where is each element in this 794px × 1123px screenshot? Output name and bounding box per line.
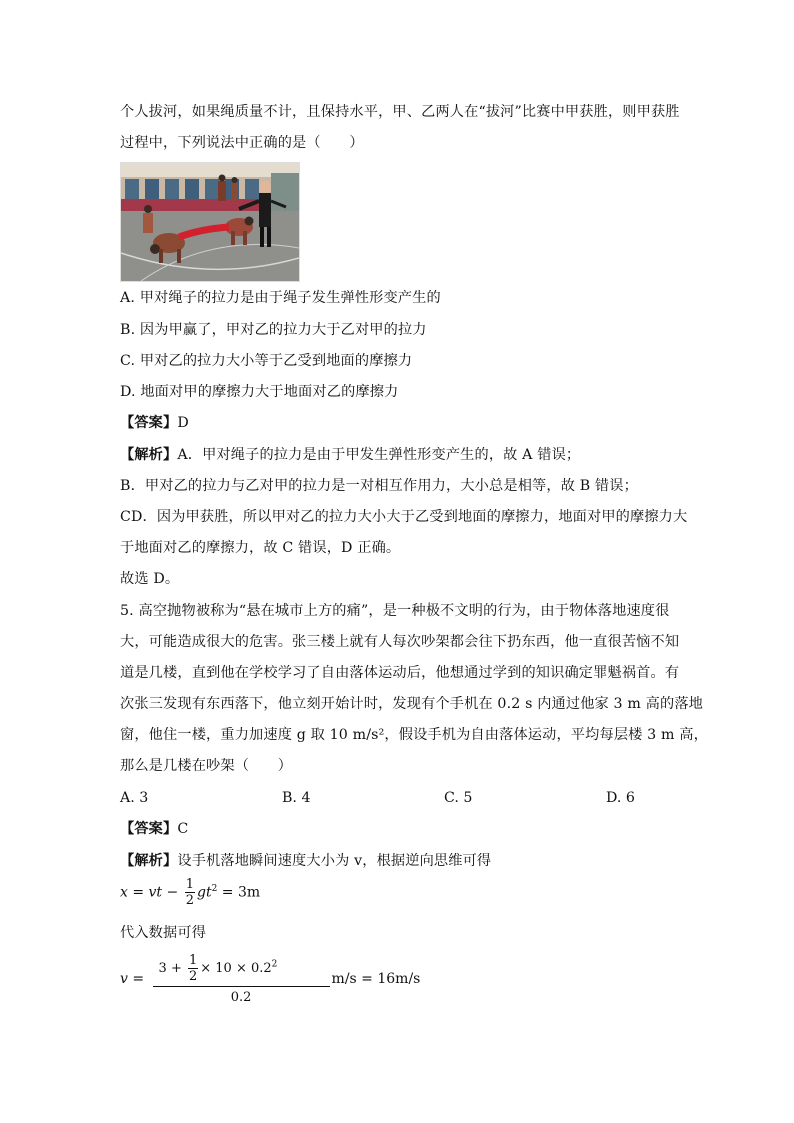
eq1-frac-num: 1 xyxy=(185,877,194,892)
q5-choice-d: D. 6 xyxy=(606,790,635,806)
eq1-frac-den: 2 xyxy=(185,893,194,908)
q4-analysis-text-1: A．甲对绳子的拉力是由于甲发生弹性形变产生的，故 A 错误； xyxy=(177,447,581,463)
tug-of-war-photo xyxy=(120,162,300,282)
eq2-main-fraction xyxy=(153,953,330,1005)
q4-analysis-line-2: B．甲对乙的拉力与乙对甲的拉力是一对相互作用力，大小总是相等，故 B 错误； xyxy=(120,478,638,494)
q5-analysis-text-1: 设手机落地瞬间速度大小为 v，根据逆向思维可得 xyxy=(177,853,492,869)
q4-analysis-line-1 xyxy=(120,445,580,465)
q4-conclusion: 故选 D。 xyxy=(120,571,180,587)
q4-stem-line-1: 个人拔河，如果绳质量不计，且保持水平，甲、乙两人在“拔河”比赛中甲获胜，则甲获胜 xyxy=(120,104,680,120)
eq2-num-frac-num: 1 xyxy=(188,953,198,968)
q4-analysis-label: 【解析】 xyxy=(120,447,178,463)
q4-analysis-line-4: 于地面对乙的摩擦力，故 C 错误，D 正确。 xyxy=(120,540,401,556)
q5-choice-c: C. 5 xyxy=(444,790,473,806)
q5-analysis-label: 【解析】 xyxy=(120,853,178,869)
q5-answer-value: C xyxy=(177,821,189,837)
q4-analysis-line-3: CD．因为甲获胜，所以甲对乙的拉力大小大于乙受到地面的摩擦力，地面对甲的摩擦力大 xyxy=(120,509,688,525)
eq1-rhs-var: gt xyxy=(196,884,212,901)
eq2-num-b: × 10 × 0.2 xyxy=(200,961,272,976)
q5-stem-line-4: 次张三发现有东西落下，他立刻开始计时，发现有个手机在 0.2 s 内通过他家 3 m 高的落地 xyxy=(120,696,703,712)
q4-answer-value: D xyxy=(177,415,189,431)
eq2-num-frac-den: 2 xyxy=(188,969,198,984)
q5-stem-line-2: 大，可能造成很大的危害。张三楼上就有人每次吵架都会往下扔东西，他一直很苦恼不知 xyxy=(120,634,680,650)
eq2-numerator xyxy=(153,953,330,987)
q5-analysis-line-1 xyxy=(120,851,491,871)
q5-stem-line-3: 道是几楼，直到他在学校学习了自由落体运动后，他想通过学到的知识确定罪魁祸首。有 xyxy=(120,665,680,681)
eq2-num-fraction xyxy=(188,953,198,984)
eq1-result: = 3m xyxy=(217,884,261,901)
q5-choice-a: A. 3 xyxy=(120,790,149,806)
q5-stem-line-6: 那么是几楼在吵架（ ） xyxy=(120,758,293,774)
eq2-denominator: 0.2 xyxy=(230,990,252,1005)
eq2-num-exp: 2 xyxy=(271,959,278,970)
q5-answer-label: 【答案】 xyxy=(120,821,178,837)
eq2-lhs: v = xyxy=(120,971,145,987)
q5-stem-line-5: 窗，他住一楼，重力加速度 g 取 10 m/s²，假设手机为自由落体运动，平均每层楼 3 m 高， xyxy=(120,727,708,743)
equation-2 xyxy=(120,953,420,1005)
eq1-lhs: x = vt − xyxy=(120,884,179,901)
q5-stem-line-1: 5. 高空抛物被称为“悬在城市上方的痛”，是一种极不文明的行为，由于物体落地速度很 xyxy=(120,603,670,619)
eq2-num-a: 3 + xyxy=(158,961,182,976)
eq1-fraction xyxy=(185,877,195,908)
q4-option-d: D. 地面对甲的摩擦力大于地面对乙的摩擦力 xyxy=(120,384,399,400)
equation-1 xyxy=(120,877,260,908)
q5-choice-b: B. 4 xyxy=(282,790,311,806)
eq1-rhs-exp: 2 xyxy=(211,883,218,894)
q4-option-b: B. 因为甲赢了，甲对乙的拉力大于乙对甲的拉力 xyxy=(120,322,427,338)
q4-option-a: A. 甲对绳子的拉力是由于绳子发生弹性形变产生的 xyxy=(120,290,441,306)
q4-answer-label: 【答案】 xyxy=(120,415,178,431)
substitute-text: 代入数据可得 xyxy=(120,925,207,941)
q4-option-c: C. 甲对乙的拉力大小等于乙受到地面的摩擦力 xyxy=(120,353,413,369)
q5-choices xyxy=(120,788,640,808)
eq2-unit-result: m/s = 16m/s xyxy=(331,971,421,987)
q4-stem-line-2: 过程中，下列说法中正确的是（ ） xyxy=(120,135,364,151)
q4-answer xyxy=(120,413,189,433)
q5-answer xyxy=(120,819,188,839)
